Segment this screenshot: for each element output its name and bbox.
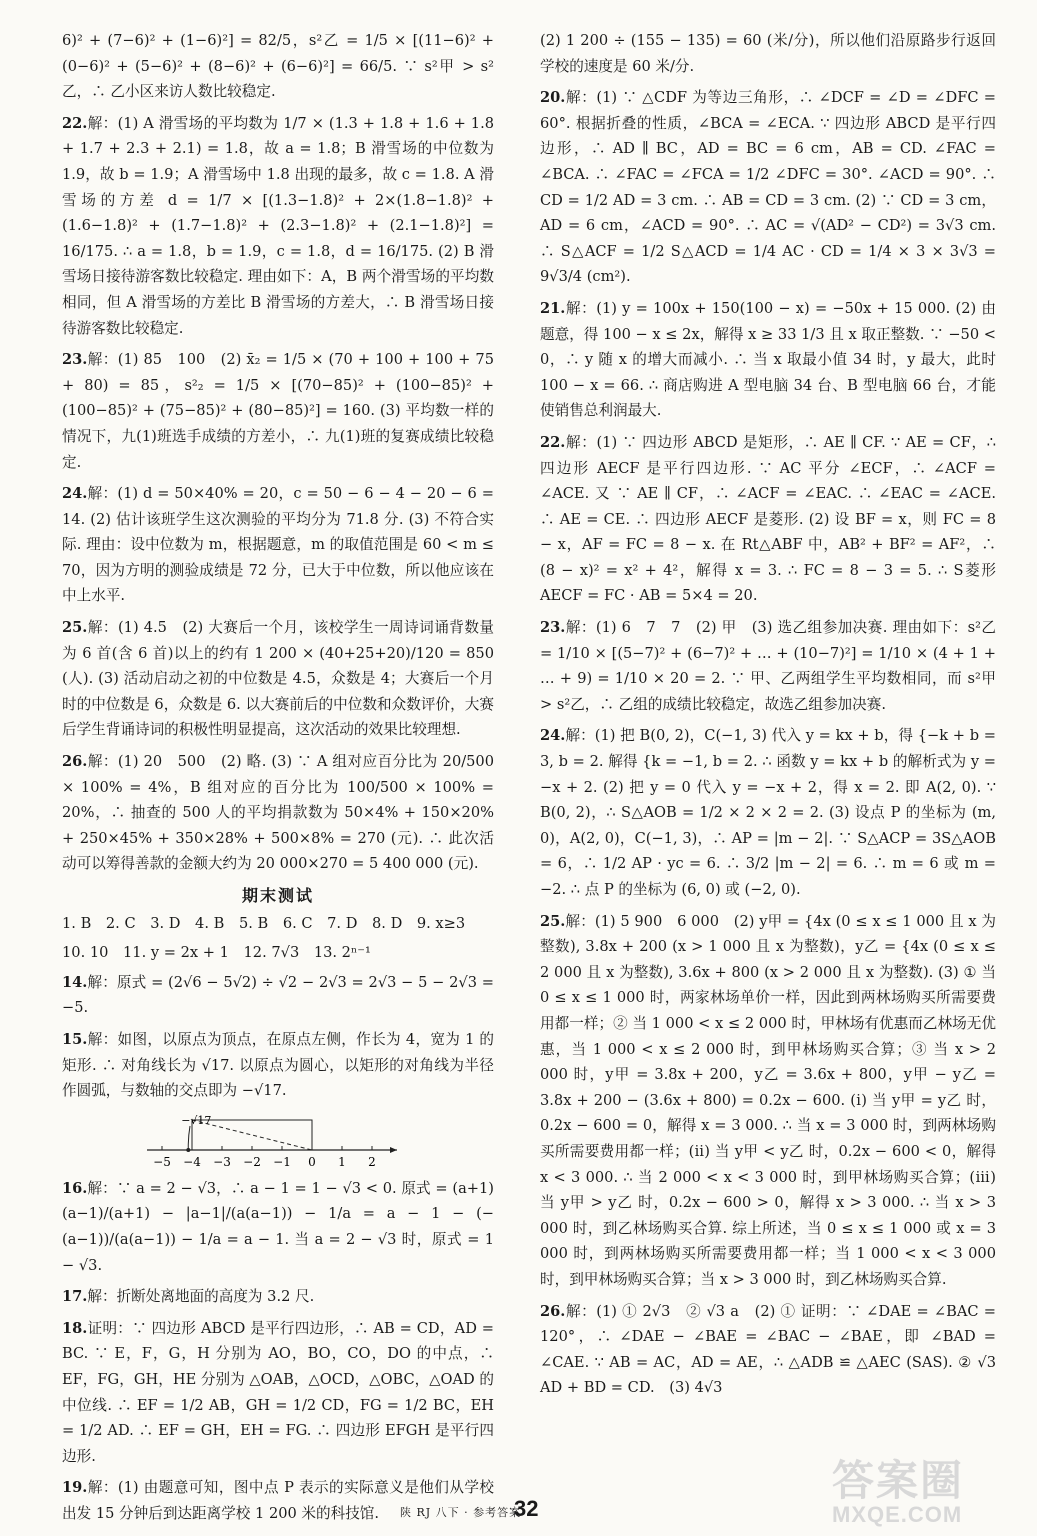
question-number: 26. [540,1302,566,1320]
answer-text: 解：∵ a = 2 − √3，∴ a − 1 = 1 − √3 < 0. 原式 = (a+1)(a−1)/(a+1) − |a−1|/(a(a−1)) − 1/a = a − 1 − (−(a−1))/(a(a−1)) − 1/a = a − 1. 当 a = 2 − √3 时，原式 = 1 − √3. [62,1179,499,1274]
answer-text: 解：原式 = (2√6 − 5√2) ÷ √2 − 2√3 = 2√3 − 5 − 2√3 = −5. [62,973,499,1017]
axis-arrow [390,1147,397,1153]
answer-text: 6)² + (7−6)² + (1−6)²] = 82/5，s²乙 = 1/5 × [(11−6)² + (0−6)² + (5−6)² + (8−6)² + (6−6)²] = 66/5. ∵ s²甲 > s²乙，∴ 乙小区来访人数比较稳定. [62,32,499,101]
answer-item [62,1027,494,1104]
question-number: 20. [540,89,566,107]
answer-text: 解：如图，以原点为顶点，在原点左侧，作长为 4，宽为 1 的矩形. ∴ 对角线长为 √17. 以原点为圆心，以矩形的对角线为半径作圆弧，与数轴的交点即为 −√17. [62,1030,494,1100]
left-answers-c [62,1176,499,1527]
answer-item [62,111,499,341]
answer-text: 解：(1) 20 500 (2) 略. (3) ∵ A 组对应百分比为 20/500 × 100% = 4%，B 组对应的百分比为 100/500 × 100% = 20%，∴ 抽查的 500 人的平均捐款数为 50×4% + 150×20% + 250×45% + 350×28% + 500×8% = 270 (元). ∴ 此次活动可以筹得善款的金额大约为 20 000×270 = 5 400 000 (元). [62,753,499,873]
question-number: 21. [540,299,566,317]
left-answers-b [62,970,499,1104]
right-answers [540,28,1001,1401]
tick-label: 0 [308,1154,316,1169]
question-number: 26. [62,753,88,771]
answer-text: (2) 1 200 ÷ (155 − 135) = 60 (米/分)，所以他们沿原路步行返回学校的速度是 60 米/分. [540,32,996,75]
left-answers-a [62,28,499,877]
question-number: 23. [62,351,88,369]
answer-text: 解：(1) ∵ △CDF 为等边三角形，∴ ∠DCF = ∠D = ∠DFC = 60°. 根据折叠的性质，∠BCA = ∠ECA. ∵ 四边形 ABCD 是平行四边形，∴ AD ∥ BC，AD = BC = 6 cm，AB = CD. ∠FAC = ∠BCA. ∴ ∠FAC = ∠FCA = 1/2 ∠DFC = 30°. ∠ACD = 90°. ∴ CD = 1/2 AD = 3 cm. ∴ AB = CD = 3 cm. (2) ∵ CD = 3 cm，AD = 6 cm，∠ACD = 90°. ∴ AC = √(AD² − CD²) = 3√3 cm. ∴ S△ACF = 1/2 S△ACD = 1/4 AC · CD = 1/4 × 3 × 3√3 = 9√3/4 (cm²). [540,89,1001,286]
answer-text: 解：(1) 4.5 (2) 大赛后一个月，该校学生一周诗词诵背数量为 6 首(含 6 首)以上的约有 1 200 × (40+25+20)/120 = 850 (人). (3) 活动启动之初的中位数是 4.5，众数是 4；大赛后一个月时的中位数是 6，众数是 6. 以大赛前后的中位数和众数评价，大赛后学生背诵诗词的积极性明显提高，这次活动的效果比较理想. [62,619,499,739]
answer-item [540,296,1001,424]
question-number: 18. [62,1319,88,1337]
section-title: 期末测试 [241,886,314,905]
choice-answers-line1: 1. B 2. C 3. D 4. B 5. B 6. C 7. D 8. D 9. x≥3 [62,914,466,932]
tick-label: 1 [338,1154,346,1169]
arc [188,1126,190,1150]
question-number: 22. [540,433,566,451]
watermark-top: 答案圈 [832,1457,965,1504]
question-number: 16. [62,1179,88,1197]
footer-label: 陕 RJ 八下 · 参考答案 [400,1506,522,1519]
number-line-svg [142,1110,402,1170]
tick-label: −1 [273,1154,291,1169]
tick-label: −5 [153,1154,171,1169]
answer-item [62,1284,494,1310]
answer-text: 解：折断处离地面的高度为 3.2 尺. [87,1288,315,1306]
root-point [186,1148,190,1152]
answer-item [540,615,1001,717]
question-number: 25. [540,912,566,930]
answer-text: 证明：∵ 四边形 ABCD 是平行四边形，∴ AB = CD，AD = BC. ∵ E，F，G，H 分别为 AO，BO，CO，DO 的中点，∴ EF，FG，GH，HE 分别为 △OAB，△OCD，△OBC，△OAD 的中位线. ∴ EF = 1/2 AB，GH = 1/2 CD，FG = 1/2 BC，EH = 1/2 AD. ∴ EF = GH，EH = FG. ∴ 四边形 EFGH 是平行四边形. [62,1319,499,1465]
answer-item [540,85,1001,290]
tick-label: −3 [213,1154,231,1169]
answer-item [62,970,499,1021]
question-number: 17. [62,1288,88,1306]
answer-text: 解：(1) 6 7 7 (2) 甲 (3) 选乙组参加决赛. 理由如下：s²乙 = 1/10 × [(5−7)² + (6−7)² + … + (10−7)²] = 1/10 × (4 + 1 + … + 9) = 1/10 × 20 = 2. ∵ 甲、乙两组学生平均数相同，而 s²甲 > s²乙，∴ 乙组的成绩比较稳定，故选乙组参加决赛. [540,619,1001,713]
answer-item [62,749,499,877]
answer-item [62,1316,499,1470]
answer-item [540,723,1001,902]
answer-item [62,615,499,743]
right-column [540,28,1001,1407]
page-number: 32 [514,1496,539,1521]
answer-item [540,28,996,79]
tick-label: −2 [243,1154,261,1169]
answer-text: 解：(1) 85 100 (2) x̄₂ = 1/5 × (70 + 100 + 100 + 75 + 80) = 85，s²₂ = 1/5 × [(70−85)² + (100−85)² + (100−85)² + (75−85)² + (80−85)²] = 160. (3) 平均数一样的情况下，九(1)班选手成绩的方差小，∴ 九(1)班的复赛成绩比较稳定. [62,351,499,471]
answer-text: 解：(1) 把 B(0, 2)，C(−1, 3) 代入 y = kx + b，得 {−k + b = 3, b = 2. 解得 {k = −1, b = 2. ∴ 函数 y = kx + b 的解析式为 y = −x + 2. (2) 把 y = 0 代入 y = −x + 2，得 x = 2. 即 A(2, 0). ∵ B(0, 2)，∴ S△AOB = 1/2 × 2 × 2 = 2. (3) 设点 P 的坐标为 (m, 0)，A(2, 0)，C(−1, 3)，∴ AP = |m − 2|. ∵ S△ACP = 3S△AOB = 6，∴ 1/2 AP · yc = 6. ∴ 3/2 |m − 2| = 6. ∴ m = 6 或 m = −2. ∴ 点 P 的坐标为 (6, 0) 或 (−2, 0). [540,727,1001,898]
answer-text: 解：(1) A 滑雪场的平均数为 1/7 × (1.3 + 1.8 + 1.6 + 1.8 + 1.7 + 2.3 + 2.1) = 1.8，故 a = 1.8；B 滑雪场的中位数为 1.9，故 b = 1.9；A 滑雪场中 1.8 出现的最多，故 c = 1.8. A 滑雪场的方差 d = 1/7 × [(1.3−1.8)² + 2×(1.8−1.8)² + (1.6−1.8)² + (1.7−1.8)² + (2.3−1.8)² + (2.1−1.8)²] = 16/175. ∴ a = 1.8，b = 1.9，c = 1.8，d = 16/175. (2) B 滑雪场日接待游客数比较稳定. 理由如下：A，B 两个滑雪场的平均数相同，但 A 滑雪场的方差比 B 滑雪场的方差大，∴ B 滑雪场日接待游客数比较稳定. [62,114,499,337]
question-number: 25. [62,619,88,637]
number-line-figure [62,1110,494,1170]
answer-text: 解：(1) y = 100x + 150(100 − x) = −50x + 15 000. (2) 由题意，得 100 − x ≤ 2x，解得 x ≥ 33 1/3 且 x 取正整数. ∵ −50 < 0，∴ y 随 x 的增大而减小. ∴ 当 x 取最小值 34 时，y 最大，此时 100 − x = 66. ∴ 商店购进 A 型电脑 34 台、B 型电脑 66 台，才能使销售总利润最大. [540,299,1001,420]
question-number: 15. [62,1030,88,1048]
answer-item [62,28,499,105]
tick-label: −4 [183,1154,201,1169]
answer-text: 解：(1) 由题意可知，图中点 P 表示的实际意义是他们从学校出发 15 分钟后到达距离学校 1 200 米的科技馆. [62,1479,494,1522]
answer-item [540,909,1001,1293]
answer-text: 解：(1) d = 50×40% = 20，c = 50 − 6 − 4 − 20 − 6 = 14. (2) 估计该班学生这次测验的平均分为 71.8 分. (3) 不符合实际. 理由：设中位数为 m，根据题意，m 的取值范围是 60 < m ≤ 70，因为方明的测验成绩是 72 分，已大于中位数，所以他应该在中上水平. [62,485,499,605]
answer-item [62,481,499,609]
choice-answers-line2: 10. 10 11. y = 2x + 1 12. 7√3 13. 2ⁿ⁻¹ [62,944,371,962]
answer-text: 解：(1) 5 900 6 000 (2) y甲 = {4x (0 ≤ x ≤ 1 000 且 x 为整数), 3.8x + 200 (x > 1 000 且 x 为整数)，y乙 = {4x (0 ≤ x ≤ 2 000 且 x 为整数), 3.6x + 800 (x > 2 000 且 x 为整数). (3) ① 当 0 ≤ x ≤ 1 000 时，两家林场单价一样，因此到两林场购买所需要费用都一样；② 当 1 000 < x ≤ 2 000 时，甲林场有优惠而乙林场无优惠，当 1 000 < x ≤ 2 000 时，到甲林场购买合算；③ 当 x > 2 000 时，y甲 = 3.8x + 200，y乙 = 3.6x + 800，y甲 − y乙 = 3.8x + 200 − (3.6x + 800) = 0.2x − 600. (ⅰ) 当 y甲 = y乙 时，0.2x − 600 = 0，解得 x = 3 000. ∴ 当 x = 3 000 时，到两林场购买所需要费用都一样；(ⅱ) 当 y甲 < y乙 时，0.2x − 600 < 0，解得 x < 3 000. ∴ 当 2 000 < x < 3 000 时，到甲林场购买合算；(ⅲ) 当 y甲 > y乙 时，0.2x − 600 > 0，解得 x > 3 000. ∴ 当 x > 3 000 时，到乙林场购买合算. 综上所述，当 0 ≤ x ≤ 1 000 或 x = 3 000 时，到两林场购买所需要费用都一样；当 1 000 < x < 3 000 时，到甲林场购买合算；当 x > 3 000 时，到乙林场购买合算. [540,912,1001,1288]
left-column [62,28,499,1532]
root-label: −√17 [181,1113,212,1127]
question-number: 23. [540,619,566,637]
watermark-bottom: MXQE.COM [832,1502,963,1527]
answer-item [540,1299,1001,1401]
tick-label: 2 [368,1154,376,1169]
question-number: 24. [540,727,566,745]
question-number: 14. [62,973,88,991]
answer-text: 解：(1) ∵ 四边形 ABCD 是矩形，∴ AE ∥ CF. ∵ AE = CF，∴ 四边形 AECF 是平行四边形. ∵ AC 平分 ∠ECF，∴ ∠ACF = ∠ACE. 又 ∵ AE ∥ CF，∴ ∠ACF = ∠EAC. ∴ ∠EAC = ∠ACE. ∴ AE = CE. ∴ 四边形 AECF 是菱形. (2) 设 BF = x，则 FC = 8 − x，AF = FC = 8 − x. 在 Rt△ABF 中，AB² + BF² = AF²，∴ (8 − x)² = x² + 4²，解得 x = 3. ∴ FC = 8 − 3 = 5. ∴ S菱形AECF = FC · AB = 5×4 = 20. [540,433,1001,605]
answer-text: 解：(1) ① 2√3 ② √3 a (2) ① 证明：∵ ∠DAE = ∠BAC = 120°，∴ ∠DAE − ∠BAE = ∠BAC − ∠BAE，即 ∠BAD = ∠CAE. ∵ AB = AC，AD = AE，∴ △ADB ≌ △AEC (SAS). ② √3 AD + BD = CD. (3) 4√3 [540,1302,1001,1397]
watermark-logo [832,1448,1022,1528]
question-number: 24. [62,485,88,503]
answer-item [62,347,499,475]
question-number: 19. [62,1479,88,1497]
answer-item [62,1176,499,1278]
question-number: 22. [62,114,88,132]
answer-item [540,430,1001,609]
